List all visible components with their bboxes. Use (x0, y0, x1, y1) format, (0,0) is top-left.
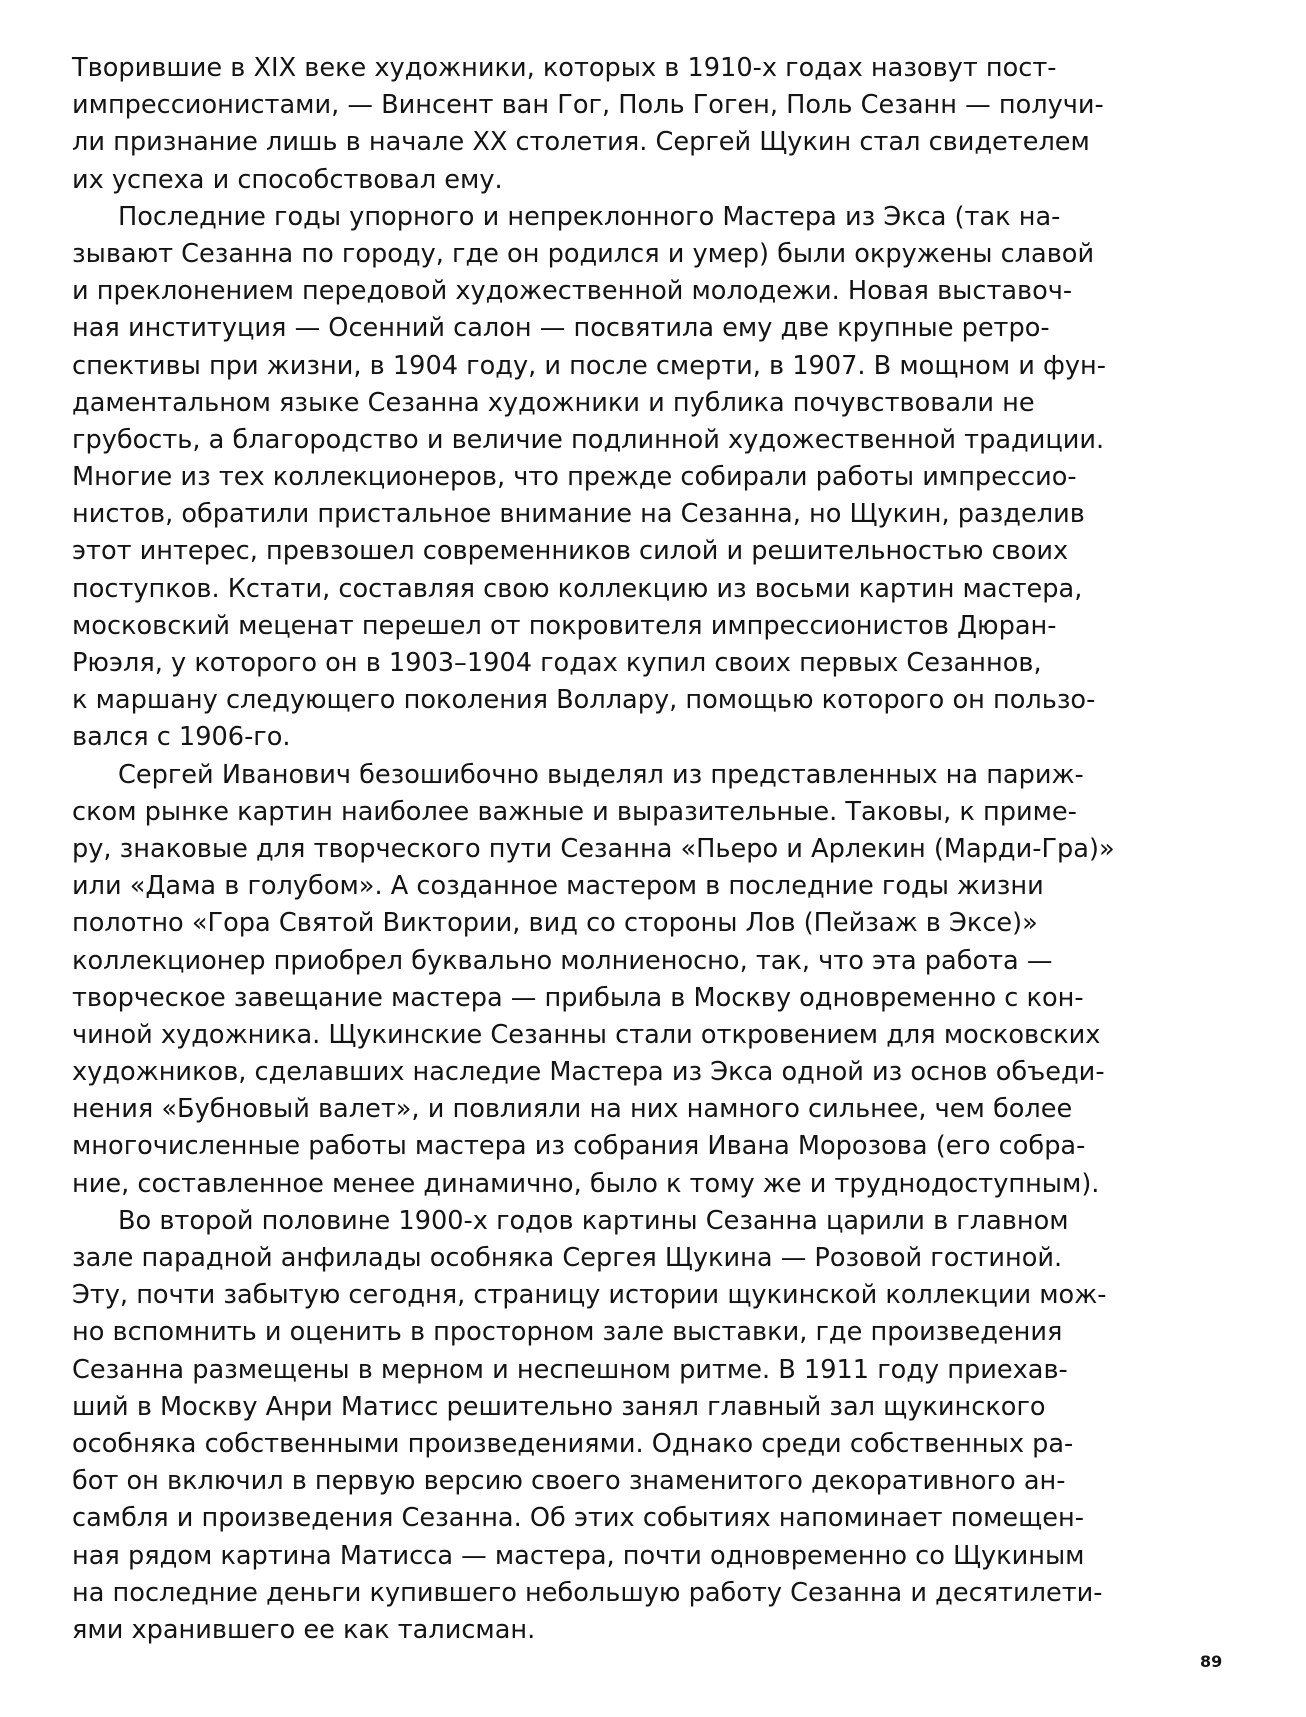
text-line: на последние деньги купившего небольшую работу Сезанна и десятилети- (72, 1577, 1103, 1608)
text-line: спективы при жизни, в 1904 году, и после смерти, в 1907. В мощном и фун- (72, 350, 1107, 381)
text-line: к маршану следующего поколения Воллару, помощью которого он пользо- (72, 685, 1096, 716)
text-line: ший в Москву Анри Матисс решительно занял главный зал щукинского (72, 1391, 1046, 1422)
text-line: Творившие в XIX веке художники, которых в 1910-х годах назовут пост- (72, 53, 1057, 83)
text-line: ями хранившего ее как талисман. (72, 1614, 536, 1645)
text-line: или «Дама в голубом». А созданное мастером в последние годы жизни (72, 871, 1044, 902)
text-line: Сезанна размещены в мерном и неспешном ритме. В 1911 году приехав- (72, 1354, 1068, 1385)
text-line: вался с 1906-го. (72, 722, 291, 753)
text-line: полотно «Гора Святой Виктории, вид со стороны Лов (Пейзаж в Эксе)» (72, 908, 1038, 939)
text-line: зывают Сезанна по городу, где он родился и умер) были окружены славой (72, 238, 1095, 269)
text-line: художников, сделавших наследие Мастера из Экса одной из основ объеди- (72, 1057, 1105, 1088)
text-line: Сергей Иванович безошибочно выделял из представленных на париж- (118, 759, 1084, 790)
text-line: Во второй половине 1900-х годов картины Сезанна царили в главном (118, 1205, 1069, 1236)
text-line: творческое завещание мастера — прибыла в Москву одновременно с кон- (72, 982, 1084, 1013)
page-number: 89 (1200, 1652, 1223, 1671)
text-line: но вспомнить и оценить в просторном зале выставки, где произведения (72, 1317, 1063, 1348)
text-line: ли признание лишь в начале XX столетия. Сергей Щукин стал свидетелем (72, 127, 1090, 158)
text-line: этот интерес, превзошел современников силой и решительностью своих (72, 536, 1069, 567)
text-line: нения «Бубновый валет», и повлияли на них намного сильнее, чем более (72, 1094, 1073, 1125)
paragraph (72, 1203, 1107, 1649)
text-line: московский меценат перешел от покровителя импрессионистов Дюран- (72, 610, 1057, 641)
text-line: коллекционер приобрел буквально молниеносно, так, что эта работа — (72, 945, 1053, 976)
paragraph (72, 757, 1115, 1203)
text-line: даментальном языке Сезанна художники и публика почувствовали не (72, 387, 1035, 418)
text-line: нистов, обратили пристальное внимание на Сезанна, но Щукин, разделив (72, 499, 1085, 530)
text-line: бот он включил в первую версию своего знаменитого декоративного ан- (72, 1466, 1066, 1497)
text-line: ная рядом картина Матисса — мастера, почти одновременно со Щукиным (72, 1540, 1085, 1571)
text-line: самбля и произведения Сезанна. Об этих событиях напоминает помещен- (72, 1503, 1084, 1534)
text-line: особняка собственными произведениями. Однако среди собственных ра- (72, 1428, 1074, 1459)
text-line: многочисленные работы мастера из собрания Ивана Морозова (его собра- (72, 1131, 1086, 1162)
text-line: ру, знаковые для творческого пути Сезанна «Пьеро и Арлекин (Марди-Гра)» (72, 833, 1115, 864)
paragraph (72, 50, 1104, 199)
text-line: ние, составленное менее динамично, было к тому же и труднодоступным). (72, 1168, 1100, 1199)
article-text (72, 50, 1115, 1649)
text-line: поступков. Кстати, составляя свою коллекцию из восьми картин мастера, (72, 573, 1083, 604)
text-line: зале парадной анфилады особняка Сергея Щукина — Розовой гостиной. (72, 1243, 1063, 1273)
text-line: и преклонением передовой художественной молодежи. Новая выставоч- (72, 276, 1073, 307)
text-line: ная институция — Осенний салон — посвятила ему две крупные ретро- (72, 313, 1050, 344)
text-line: Рюэля, у которого он в 1903–1904 годах купил своих первых Сезаннов, (72, 648, 1042, 678)
text-line: Многие из тех коллекционеров, что прежде собирали работы импрессио- (72, 462, 1077, 493)
text-line: их успеха и способствовал ему. (72, 164, 503, 195)
text-line: Последние годы упорного и непреклонного Мастера из Экса (так на- (118, 201, 1061, 232)
text-line: импрессионистами, — Винсент ван Гог, Поль Гоген, Поль Сезанн — получи- (72, 90, 1104, 121)
paragraph (72, 199, 1107, 757)
text-line: грубость, а благородство и величие подлинной художественной традиции. (72, 424, 1105, 455)
text-line: Эту, почти забытую сегодня, страницу истории щукинской коллекции мож- (72, 1280, 1107, 1311)
text-line: чиной художника. Щукинские Сезанны стали откровением для московских (72, 1019, 1101, 1050)
text-line: ском рынке картин наиболее важные и выразительные. Таковы, к приме- (72, 796, 1077, 827)
